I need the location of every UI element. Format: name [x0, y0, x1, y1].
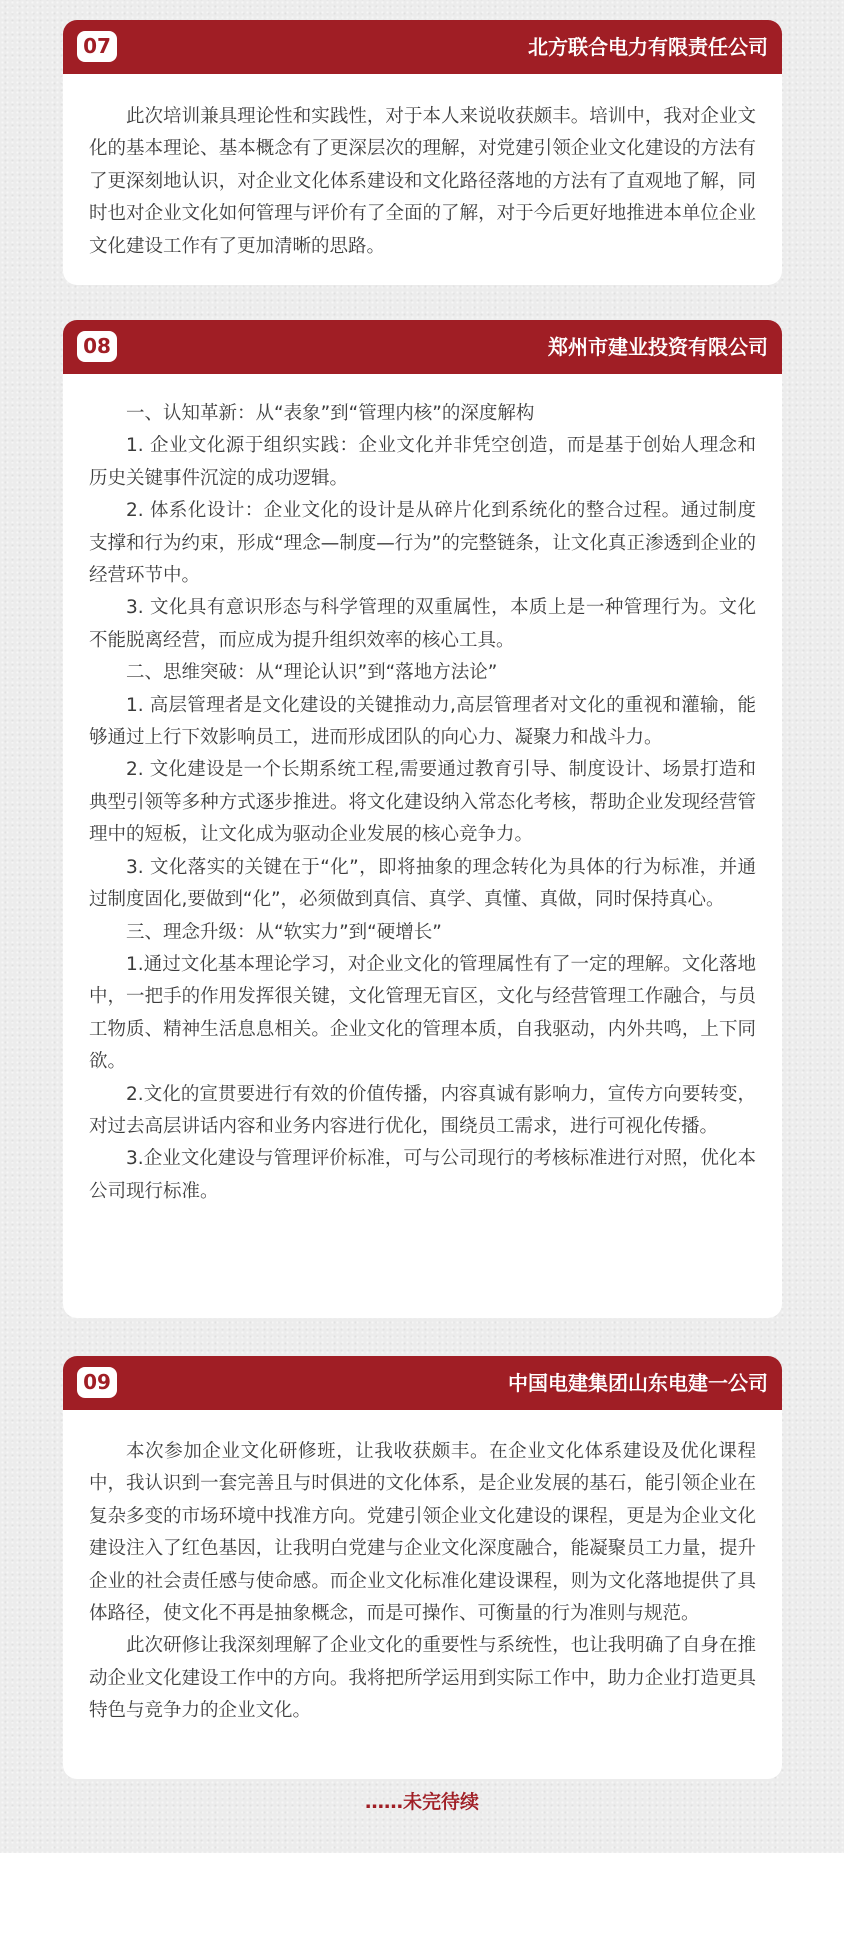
testimonial-card-09	[63, 1356, 782, 1779]
card-paragraph: 此次培训兼具理论性和实践性，对于本人来说收获颇丰。培训中，我对企业文化的基本理论、基本概念有了更深层次的理解，对党建引领企业文化建设的方法有了更深刻地认识，对企业文化体系建设和文化路径落地的方法有了直观地了解，同时也对企业文化如何管理与评价有了全面的了解，对于今后更好地推进本单位企业文化建设工作有了更加清晰的思路。	[89, 106, 756, 257]
card-header	[63, 20, 782, 74]
card-paragraph: 2. 体系化设计：企业文化的设计是从碎片化到系统化的整合过程。通过制度支撑和行为约束，形成“理念—制度—行为”的完整链条，让文化真正渗透到企业的经营环节中。	[89, 500, 756, 587]
card-paragraph: 1. 高层管理者是文化建设的关键推动力,高层管理者对文化的重视和灌输，能够通过上行下效影响员工，进而形成团队的向心力、凝聚力和战斗力。	[89, 694, 756, 749]
card-header	[63, 1356, 782, 1410]
card-paragraph: 本次参加企业文化研修班，让我收获颇丰。在企业文化体系建设及优化课程中，我认识到一套完善且与时俱进的文化体系，是企业发展的基石，能引领企业在复杂多变的市场环境中找准方向。党建引领企业文化建设的课程，更是为企业文化建设注入了红色基因，让我明白党建与企业文化深度融合，能凝聚员工力量，提升企业的社会责任感与使命感。而企业文化标准化建设课程，则为文化落地提供了具体路径，使文化不再是抽象概念，而是可操作、可衡量的行为准则与规范。	[89, 1441, 756, 1625]
card-body	[63, 74, 782, 263]
card-paragraph: 1.通过文化基本理论学习，对企业文化的管理属性有了一定的理解。文化落地中，一把手的作用发挥很关键，文化管理无盲区，文化与经营管理工作融合，与员工物质、精神生活息息相关。企业文化的管理本质，自我驱动，内外共鸣，上下同欲。	[89, 953, 756, 1073]
card-paragraph: 2.文化的宣贯要进行有效的价值传播，内容真诚有影响力，宣传方向要转变，对过去高层讲话内容和业务内容进行优化，围绕员工需求，进行可视化传播。	[89, 1083, 756, 1137]
card-paragraph: 3.企业文化建设与管理评价标准，可与公司现行的考核标准进行对照，优化本公司现行标准。	[89, 1148, 756, 1202]
section-heading: 二、思维突破：从“理论认识”到“落地方法论”	[126, 662, 498, 684]
testimonial-card-08	[63, 320, 782, 1318]
company-name: 中国电建集团山东电建一公司	[508, 1371, 768, 1395]
card-number-badge: 08	[77, 331, 117, 362]
company-name: 郑州市建业投资有限公司	[548, 335, 768, 359]
card-body	[63, 1410, 782, 1728]
card-number-badge: 07	[77, 31, 117, 62]
card-body	[63, 374, 782, 1208]
section-heading: 三、理念升级：从“软实力”到“硬增长”	[126, 921, 442, 943]
to-be-continued-text: ……未完待续	[364, 1791, 479, 1813]
card-paragraph: 1. 企业文化源于组织实践：企业文化并非凭空创造，而是基于创始人理念和历史关键事件沉淀的成功逻辑。	[89, 435, 756, 489]
card-paragraph: 2. 文化建设是一个长期系统工程,需要通过教育引导、制度设计、场景打造和典型引领等多种方式逐步推进。将文化建设纳入常态化考核，帮助企业发现经营管理中的短板，让文化成为驱动企业发展的核心竞争力。	[89, 759, 756, 846]
card-paragraph: 3. 文化具有意识形态与科学管理的双重属性，本质上是一种管理行为。文化不能脱离经营，而应成为提升组织效率的核心工具。	[89, 597, 756, 651]
card-paragraph: 3. 文化落实的关键在于“化”，即将抽象的理念转化为具体的行为标准，并通过制度固化,要做到“化”，必须做到真信、真学、真懂、真做，同时保持真心。	[89, 856, 756, 911]
card-header	[63, 320, 782, 374]
section-heading: 一、认知革新：从“表象”到“管理内核”的深度解构	[126, 403, 535, 424]
testimonial-card-07	[63, 20, 782, 285]
card-paragraph: 此次研修让我深刻理解了企业文化的重要性与系统性，也让我明确了自身在推动企业文化建设工作中的方向。我将把所学运用到实际工作中，助力企业打造更具特色与竞争力的企业文化。	[89, 1635, 756, 1722]
company-name: 北方联合电力有限责任公司	[528, 35, 768, 59]
card-number-badge: 09	[77, 1367, 117, 1398]
